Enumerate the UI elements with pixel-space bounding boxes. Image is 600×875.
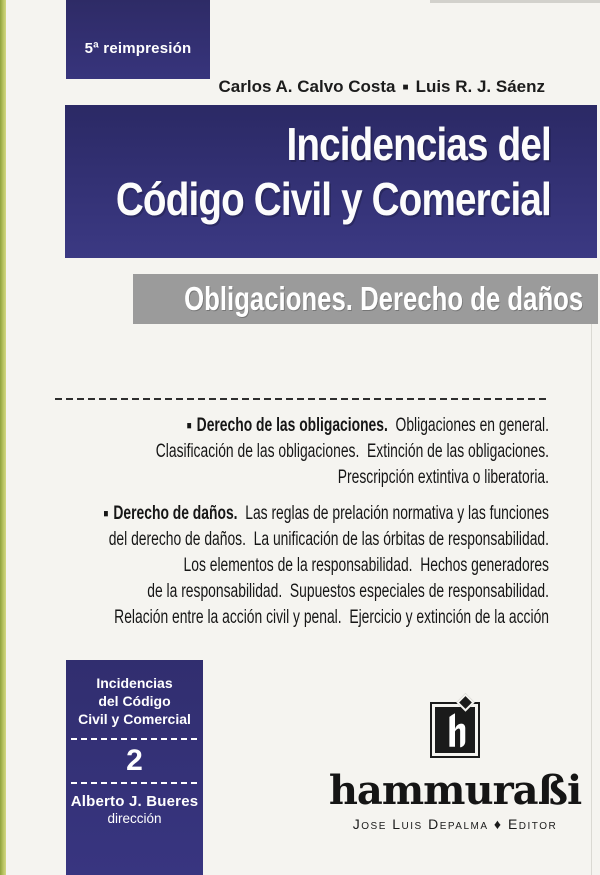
author-separator-icon: ■	[402, 82, 409, 93]
contents-divider-dashed	[55, 398, 549, 400]
subtitle-band	[133, 274, 598, 324]
logo-inner-square	[435, 707, 475, 753]
topic-heading: Derecho de las obligaciones.	[196, 415, 388, 436]
topic-line	[82, 501, 549, 527]
logo-h-glyph	[441, 712, 469, 748]
contents-block	[82, 413, 549, 631]
series-title	[66, 674, 203, 728]
topic-line: Clasificación de las obligaciones. Extinción de las obligaciones.	[155, 441, 549, 462]
title-line-1: Incidencias del	[286, 118, 551, 170]
series-divider-dashed	[71, 738, 198, 740]
topic-line: Relación entre la acción civil y penal. Ejercicio y extinción de la acción	[114, 607, 550, 628]
topic-line: del derecho de daños. La unificación de las órbitas de responsabilidad.	[108, 529, 549, 550]
topic-text: Obligaciones en general.	[387, 415, 549, 436]
topic-line	[82, 413, 549, 439]
volume-number: 2	[126, 744, 143, 777]
subtitle-label: Obligaciones. Derecho de daños	[184, 280, 584, 317]
publisher-logo-mark	[430, 702, 480, 758]
series-divider-dashed	[71, 782, 198, 784]
book-title	[116, 117, 551, 227]
scan-edge-strip	[0, 0, 6, 875]
title-block	[65, 105, 597, 258]
title-line-2: Código Civil y Comercial	[115, 173, 551, 225]
topic-line: Los elementos de la responsabilidad. Hechos generadores	[183, 555, 549, 576]
series-title-line-3: Civil y Comercial	[78, 711, 191, 727]
topic-bullet-icon: ■	[186, 420, 192, 432]
author-name-2: Luis R. J. Sáenz	[415, 77, 545, 96]
series-title-line-1: Incidencias	[96, 675, 173, 691]
topic-heading: Derecho de daños.	[113, 503, 238, 524]
publisher-wordmark: hammuraßi	[328, 767, 582, 814]
series-box	[66, 660, 203, 875]
topic-bullet-icon: ■	[103, 508, 109, 520]
topic-danos	[82, 501, 549, 631]
publisher-tagline: Jose Luis Depalma ♦ Editor	[352, 816, 558, 832]
topic-obligaciones	[82, 413, 549, 491]
director-name: Alberto J. Bueres	[70, 793, 199, 810]
director-role: dirección	[107, 811, 162, 826]
edition-badge-label: 5ª reimpresión	[84, 40, 192, 57]
topic-line: de la responsabilidad. Supuestos especiales de responsabilidad.	[147, 581, 549, 602]
scan-top-artifact	[430, 0, 600, 3]
edition-badge	[66, 0, 210, 79]
publisher-logo-block	[305, 702, 600, 832]
topic-text: Las reglas de prelación normativa y las funciones	[237, 503, 549, 524]
topic-line: Prescripción extintiva o liberatoria.	[337, 467, 549, 488]
author-name-1: Carlos A. Calvo Costa	[218, 77, 396, 96]
series-title-line-2: del Código	[98, 693, 171, 709]
